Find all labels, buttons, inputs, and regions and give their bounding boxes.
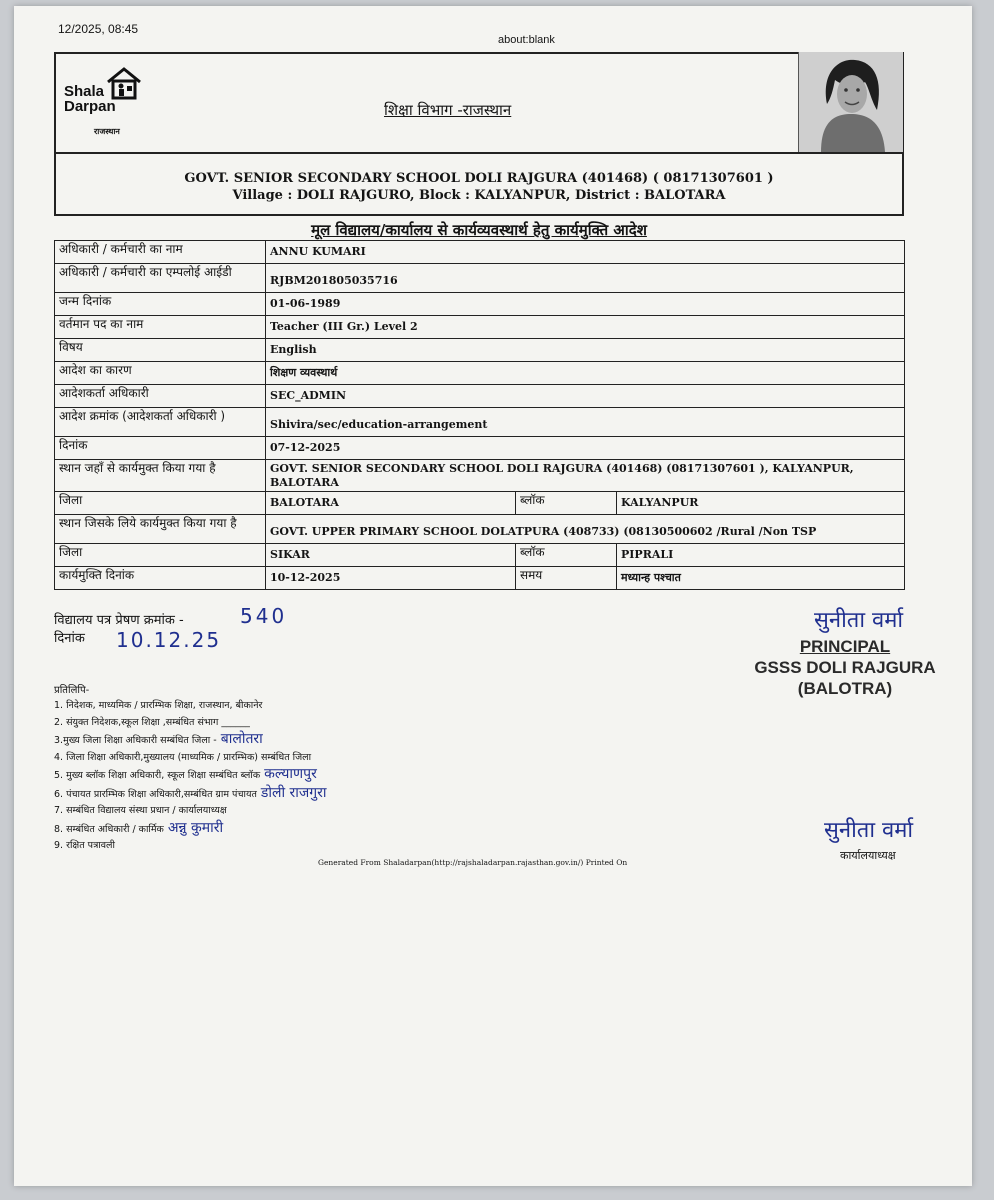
time-label: समय: [516, 567, 617, 590]
list-item: 4. जिला शिक्षा अधिकारी,मुख्यालय (माध्यमिक / प्रारम्भिक) सम्बंधित जिला: [54, 751, 312, 763]
principal-stamp: [730, 636, 960, 699]
table-row: [55, 492, 905, 515]
date-value: 07-12-2025: [266, 437, 905, 460]
shala-darpan-logo: [60, 64, 160, 140]
list-item: 6. पंचायत प्रारम्भिक शिक्षा अधिकारी,सम्बंधित ग्राम पंचायत डोली राजगुरा: [54, 784, 327, 801]
office-head-label: कार्यालयाध्यक्ष: [840, 849, 896, 862]
principal-place: (BALOTRA): [797, 679, 893, 698]
copy-list: [54, 698, 327, 855]
reason-value: शिक्षण व्यवस्थार्थ: [266, 362, 905, 385]
list-item: 5. मुख्य ब्लॉक शिक्षा अधिकारी, स्कूल शिक्षा सम्बंधित ब्लॉक कल्याणपुर: [54, 766, 317, 782]
to-place-value: GOVT. UPPER PRIMARY SCHOOL DOLATPURA (408733) (08130500602 /Rural /Non TSP: [266, 515, 905, 544]
emp-id-value: RJBM201805035716: [266, 264, 905, 293]
order-no-label: आदेश क्रमांक (आदेशकर्ता अधिकारी ): [55, 408, 266, 437]
school-header: [54, 154, 904, 216]
post-label: वर्तमान पद का नाम: [55, 316, 266, 339]
details-table: [54, 240, 905, 590]
from-block-value: KALYANPUR: [617, 492, 905, 515]
order-title: मूल विद्यालय/कार्यालय से कार्यव्यवस्थार्थ हेतु कार्यमुक्ति आदेश: [311, 221, 647, 239]
employee-photo: [798, 52, 903, 152]
copy-heading: प्रतिलिपि-: [54, 685, 90, 696]
time-value: मध्यान्ह पश्चात: [617, 567, 905, 590]
handwritten-fill: कल्याणपुर: [264, 766, 317, 782]
to-district-value: SIKAR: [266, 544, 516, 567]
emp-id-label: अधिकारी / कर्मचारी का एम्पलोई आईडी: [55, 264, 266, 293]
print-url: about:blank: [498, 34, 555, 46]
handwritten-fill: अन्नु कुमारी: [167, 819, 224, 836]
dob-value: 01-06-1989: [266, 293, 905, 316]
logo-line2: Darpan: [64, 98, 116, 115]
table-row: [55, 515, 905, 544]
print-datetime: 12/2025, 08:45: [58, 22, 139, 36]
principal-school: GSSS DOLI RAJGURA: [754, 658, 936, 677]
generated-footer: Generated From Shaladarpan(http://rajshaladarpan.rajasthan.gov.in/) Printed On: [318, 858, 628, 867]
department-title: शिक्षा विभाग -राजस्थान: [384, 101, 512, 119]
table-row: [55, 460, 905, 492]
logo-line1: Shala: [64, 83, 105, 100]
table-row: [55, 241, 905, 264]
office-head-signature: सुनीता वर्मा: [824, 818, 914, 843]
relieve-date-label: कार्यमुक्ति दिनांक: [55, 567, 266, 590]
date-label: दिनांक: [55, 437, 266, 460]
table-row: [55, 264, 905, 293]
school-address: Village : DOLI RAJGURO, Block : KALYANPUR, District : BALOTARA: [232, 188, 726, 203]
relieve-date-value: 10-12-2025: [266, 567, 516, 590]
table-row: [55, 408, 905, 437]
table-row: [55, 316, 905, 339]
subject-label: विषय: [55, 339, 266, 362]
reason-label: आदेश का कारण: [55, 362, 266, 385]
school-name: GOVT. SENIOR SECONDARY SCHOOL DOLI RAJGURA (401468) ( 08171307601 ): [184, 171, 774, 186]
dispatch-label: विद्यालय पत्र प्रेषण क्रमांक -: [54, 613, 184, 628]
table-row: [55, 544, 905, 567]
list-item: 2. संयुक्त निदेशक,स्कूल शिक्षा ,सम्बंधित संभाग ______: [54, 716, 250, 728]
list-item: 8. सम्बंधित अधिकारी / कार्मिक अन्नु कुमारी: [54, 819, 224, 836]
table-row: [55, 567, 905, 590]
to-district-label: जिला: [55, 544, 266, 567]
name-value: ANNU KUMARI: [266, 241, 905, 264]
to-block-value: PIPRALI: [617, 544, 905, 567]
table-row: [55, 437, 905, 460]
list-item: 9. रक्षित पत्रावली: [54, 840, 115, 851]
handwritten-fill: डोली राजगुरा: [260, 784, 327, 801]
table-row: [55, 385, 905, 408]
from-place-label: स्थान जहाँ से कार्यमुक्त किया गया है: [55, 460, 266, 492]
dispatch-number: 540: [240, 604, 288, 628]
table-row: [55, 339, 905, 362]
order-no-value: Shivira/sec/education-arrangement: [266, 408, 905, 437]
list-item: 1. निदेशक, माध्यमिक / प्रारम्भिक शिक्षा, राजस्थान, बीकानेर: [54, 700, 263, 711]
dispatch-date: 10.12.25: [116, 628, 222, 652]
post-value: Teacher (III Gr.) Level 2: [266, 316, 905, 339]
dob-label: जन्म दिनांक: [55, 293, 266, 316]
issuer-value: SEC_ADMIN: [266, 385, 905, 408]
handwritten-fill: बालोतरा: [220, 731, 263, 747]
from-place-value: GOVT. SENIOR SECONDARY SCHOOL DOLI RAJGURA (401468) (08171307601 ), KALYANPUR, BALOTARA: [266, 460, 905, 492]
logo-sub: राजस्थान: [94, 127, 120, 136]
table-row: [55, 362, 905, 385]
principal-signature: सुनीता वर्मा: [814, 608, 904, 633]
issuer-label: आदेशकर्ता अधिकारी: [55, 385, 266, 408]
dispatch-date-label: दिनांक: [54, 631, 85, 646]
name-label: अधिकारी / कर्मचारी का नाम: [55, 241, 266, 264]
list-item: 3.मुख्य जिला शिक्षा अधिकारी सम्बंधित जिला - बालोतरा: [54, 731, 263, 747]
subject-value: English: [266, 339, 905, 362]
table-row: [55, 293, 905, 316]
from-block-label: ब्लॉक: [516, 492, 617, 515]
from-district-label: जिला: [55, 492, 266, 515]
from-district-value: BALOTARA: [266, 492, 516, 515]
principal-title: PRINCIPAL: [799, 637, 891, 656]
to-place-label: स्थान जिसके लिये कार्यमुक्त किया गया है: [55, 515, 266, 544]
list-item: 7. सम्बंधित विद्यालय संस्था प्रधान / कार्यालयाध्यक्ष: [54, 805, 227, 816]
to-block-label: ब्लॉक: [516, 544, 617, 567]
